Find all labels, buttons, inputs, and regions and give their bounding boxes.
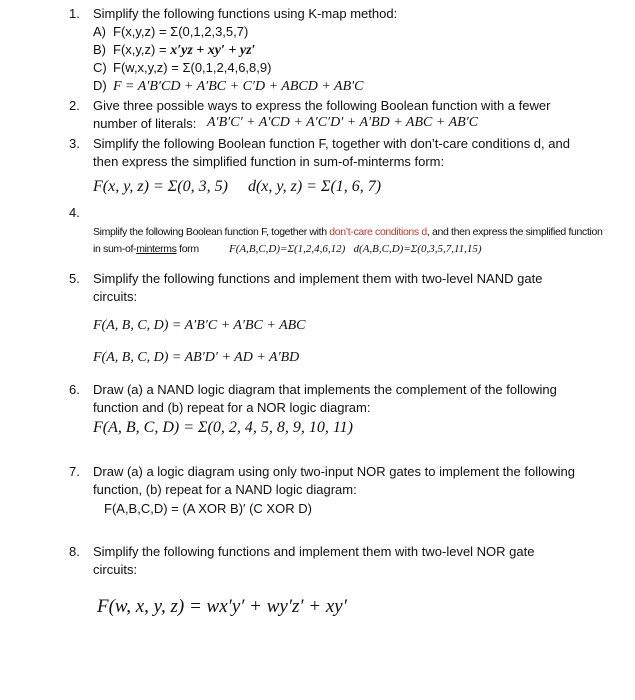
question-text-line-1: Simplify the following Boolean function F, together with don’t-care conditions d, and then express the simplified function <box>93 226 603 238</box>
part-c: C) F(w,x,y,z) = Σ(0,1,2,4,6,8,9) <box>93 60 272 75</box>
question-number: 3. <box>69 136 80 151</box>
boolean-expression: A′B′C′ + A′CD + A′C′D′ + A′BD + ABC + AB′C <box>207 115 479 130</box>
function-and-dont-care: F(A,B,C,D)=Σ(1,2,4,6,12) d(A,B,C,D)=Σ(0,3,5,7,11,15) <box>229 243 482 255</box>
question-text-line-2: function and (b) repeat for a NOR logic diagram: <box>93 400 371 415</box>
question-number: 7. <box>69 464 80 479</box>
question-text-line-1: Simplify the following functions and implement them with two-level NAND gate <box>93 271 543 286</box>
question-number: 4. <box>69 205 80 220</box>
question-text: Simplify the following functions using K-map method: <box>93 6 398 21</box>
highlighted-text: don’t-care conditions d <box>329 226 427 238</box>
question-number: 2. <box>69 98 80 113</box>
question-text-line-2: in sum-of-minterms form <box>93 243 199 255</box>
question-text-line-1: Draw (a) a NAND logic diagram that implements the complement of the following <box>93 382 557 397</box>
question-text-line-1: Give three possible ways to express the following Boolean function with a fewer <box>93 98 551 113</box>
question-text-line-1: Draw (a) a logic diagram using only two-input NOR gates to implement the following <box>93 464 575 479</box>
function-and-dont-care: F(x, y, z) = Σ(0, 3, 5) d(x, y, z) = Σ(1, 6, 7) <box>93 178 382 195</box>
question-text-line-2: circuits: <box>93 562 138 577</box>
question-number: 6. <box>69 382 80 397</box>
part-b: B) F(x,y,z) = x′yz + xy′ + yz′ <box>93 42 256 58</box>
question-text-line-2: function, (b) repeat for a NAND logic diagram: <box>93 482 357 497</box>
underlined-text: minterms <box>136 243 177 255</box>
question-number: 1. <box>69 6 80 21</box>
question-text-line-1: Simplify the following Boolean function F, together with don’t-care conditions d, and <box>93 136 570 151</box>
boolean-function: F(A,B,C,D) = (A XOR B)′ (C XOR D) <box>104 501 312 516</box>
question-text-line-2: circuits: <box>93 289 138 304</box>
question-number: 8. <box>69 544 80 559</box>
question-number: 5. <box>69 271 80 286</box>
part-d: D) F = A′B′CD + A′BC + C′D + ABCD + AB′C <box>93 78 364 94</box>
question-text-line-2: number of literals: <box>93 116 197 131</box>
boolean-function: F(w, x, y, z) = wx′y′ + wy′z′ + xy′ <box>97 596 347 617</box>
part-a: A) F(x,y,z) = Σ(0,1,2,3,5,7) <box>93 24 249 39</box>
question-text-line-1: Simplify the following functions and implement them with two-level NOR gate <box>93 544 535 559</box>
function-1: F(A, B, C, D) = A′B′C + A′BC + ABC <box>93 318 306 333</box>
question-text-line-2: then express the simplified function in sum-of-minterms form: <box>93 154 445 169</box>
boolean-function: F(A, B, C, D) = Σ(0, 2, 4, 5, 8, 9, 10, 11) <box>93 419 353 436</box>
function-2: F(A, B, C, D) = AB′D′ + AD + A′BD <box>93 350 300 365</box>
